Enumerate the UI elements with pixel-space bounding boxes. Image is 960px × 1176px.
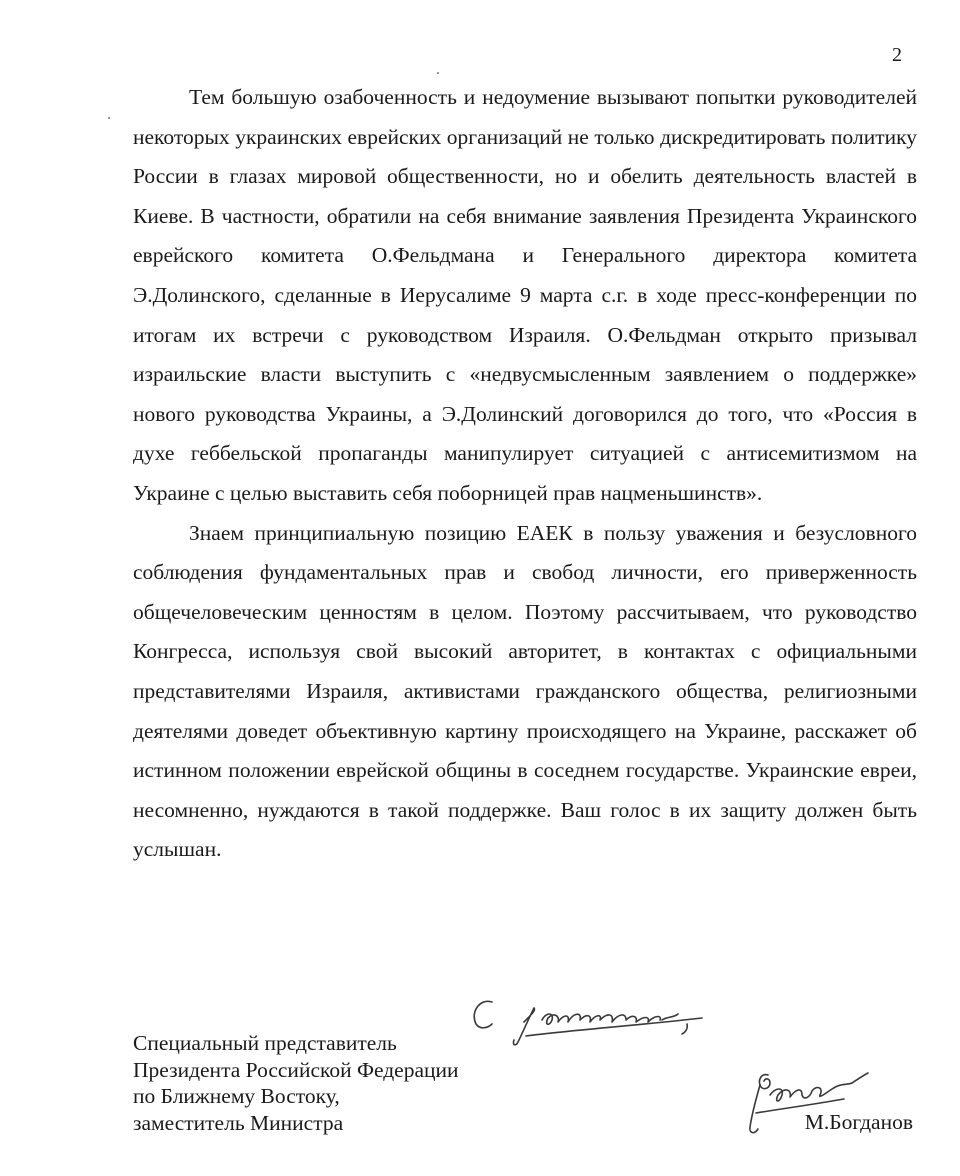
scan-speck (108, 117, 110, 119)
handwritten-greeting (462, 990, 732, 1050)
signature-block (133, 1030, 459, 1136)
paragraph-2: Знаем принципиальную позицию ЕАЕК в пользу уважения и безусловного соблюдения фундаментальных прав и свобод личности, его приверженность общечеловеческим ценностям в целом. Поэтому рассчитываем, что руководство Конгресса, используя свой высокий авторитет, в контактах с официальными представителями Израиля, активистами гражданского общества, религиозными деятелями доведет объективную картину происходящего на Украине, расскажет об истинном положении еврейской общины в соседнем государстве. Украинские евреи, несомненно, нуждаются в такой поддержке. Ваш голос в их защиту должен быть услышан. (133, 520, 917, 862)
signer-title-line-1: Специальный представитель (133, 1031, 397, 1055)
page-number: 2 (892, 44, 902, 66)
signer-title-line-2: Президента Российской Федерации (133, 1057, 459, 1082)
signer-title-line-3: по Ближнему Востоку, (133, 1084, 340, 1108)
scan-speck (437, 72, 439, 74)
signer-title-line-4: заместитель Министра (133, 1110, 344, 1135)
paragraph-1: Тем большую озабоченность и недоумение вызывают попытки руководителей некоторых украинских еврейских организаций не только дискредитировать политику России в глазах мировой общественности, но и обелить деятельность властей в Киеве. В частности, обратили на себя внимание заявления Президента Украинского еврейского комитета О.Фельдмана и Генерального директора комитета Э.Долинского, сделанные в Иерусалиме 9 марта с.г. в ходе пресс-конференции по итогам их встречи с руководством Израиля. О.Фельдман открыто призывал израильские власти выступить с «недвусмысленным заявлением о поддержке» нового руководства Украины, а Э.Долинский договорился до того, что «Россия в духе геббельской пропаганды манипулирует ситуацией с антисемитизмом на Украине с целью выставить себя поборницей прав нацменьшинств». (133, 85, 917, 505)
letter-body (133, 78, 917, 870)
signer-name: М.Богданов (804, 1110, 913, 1134)
